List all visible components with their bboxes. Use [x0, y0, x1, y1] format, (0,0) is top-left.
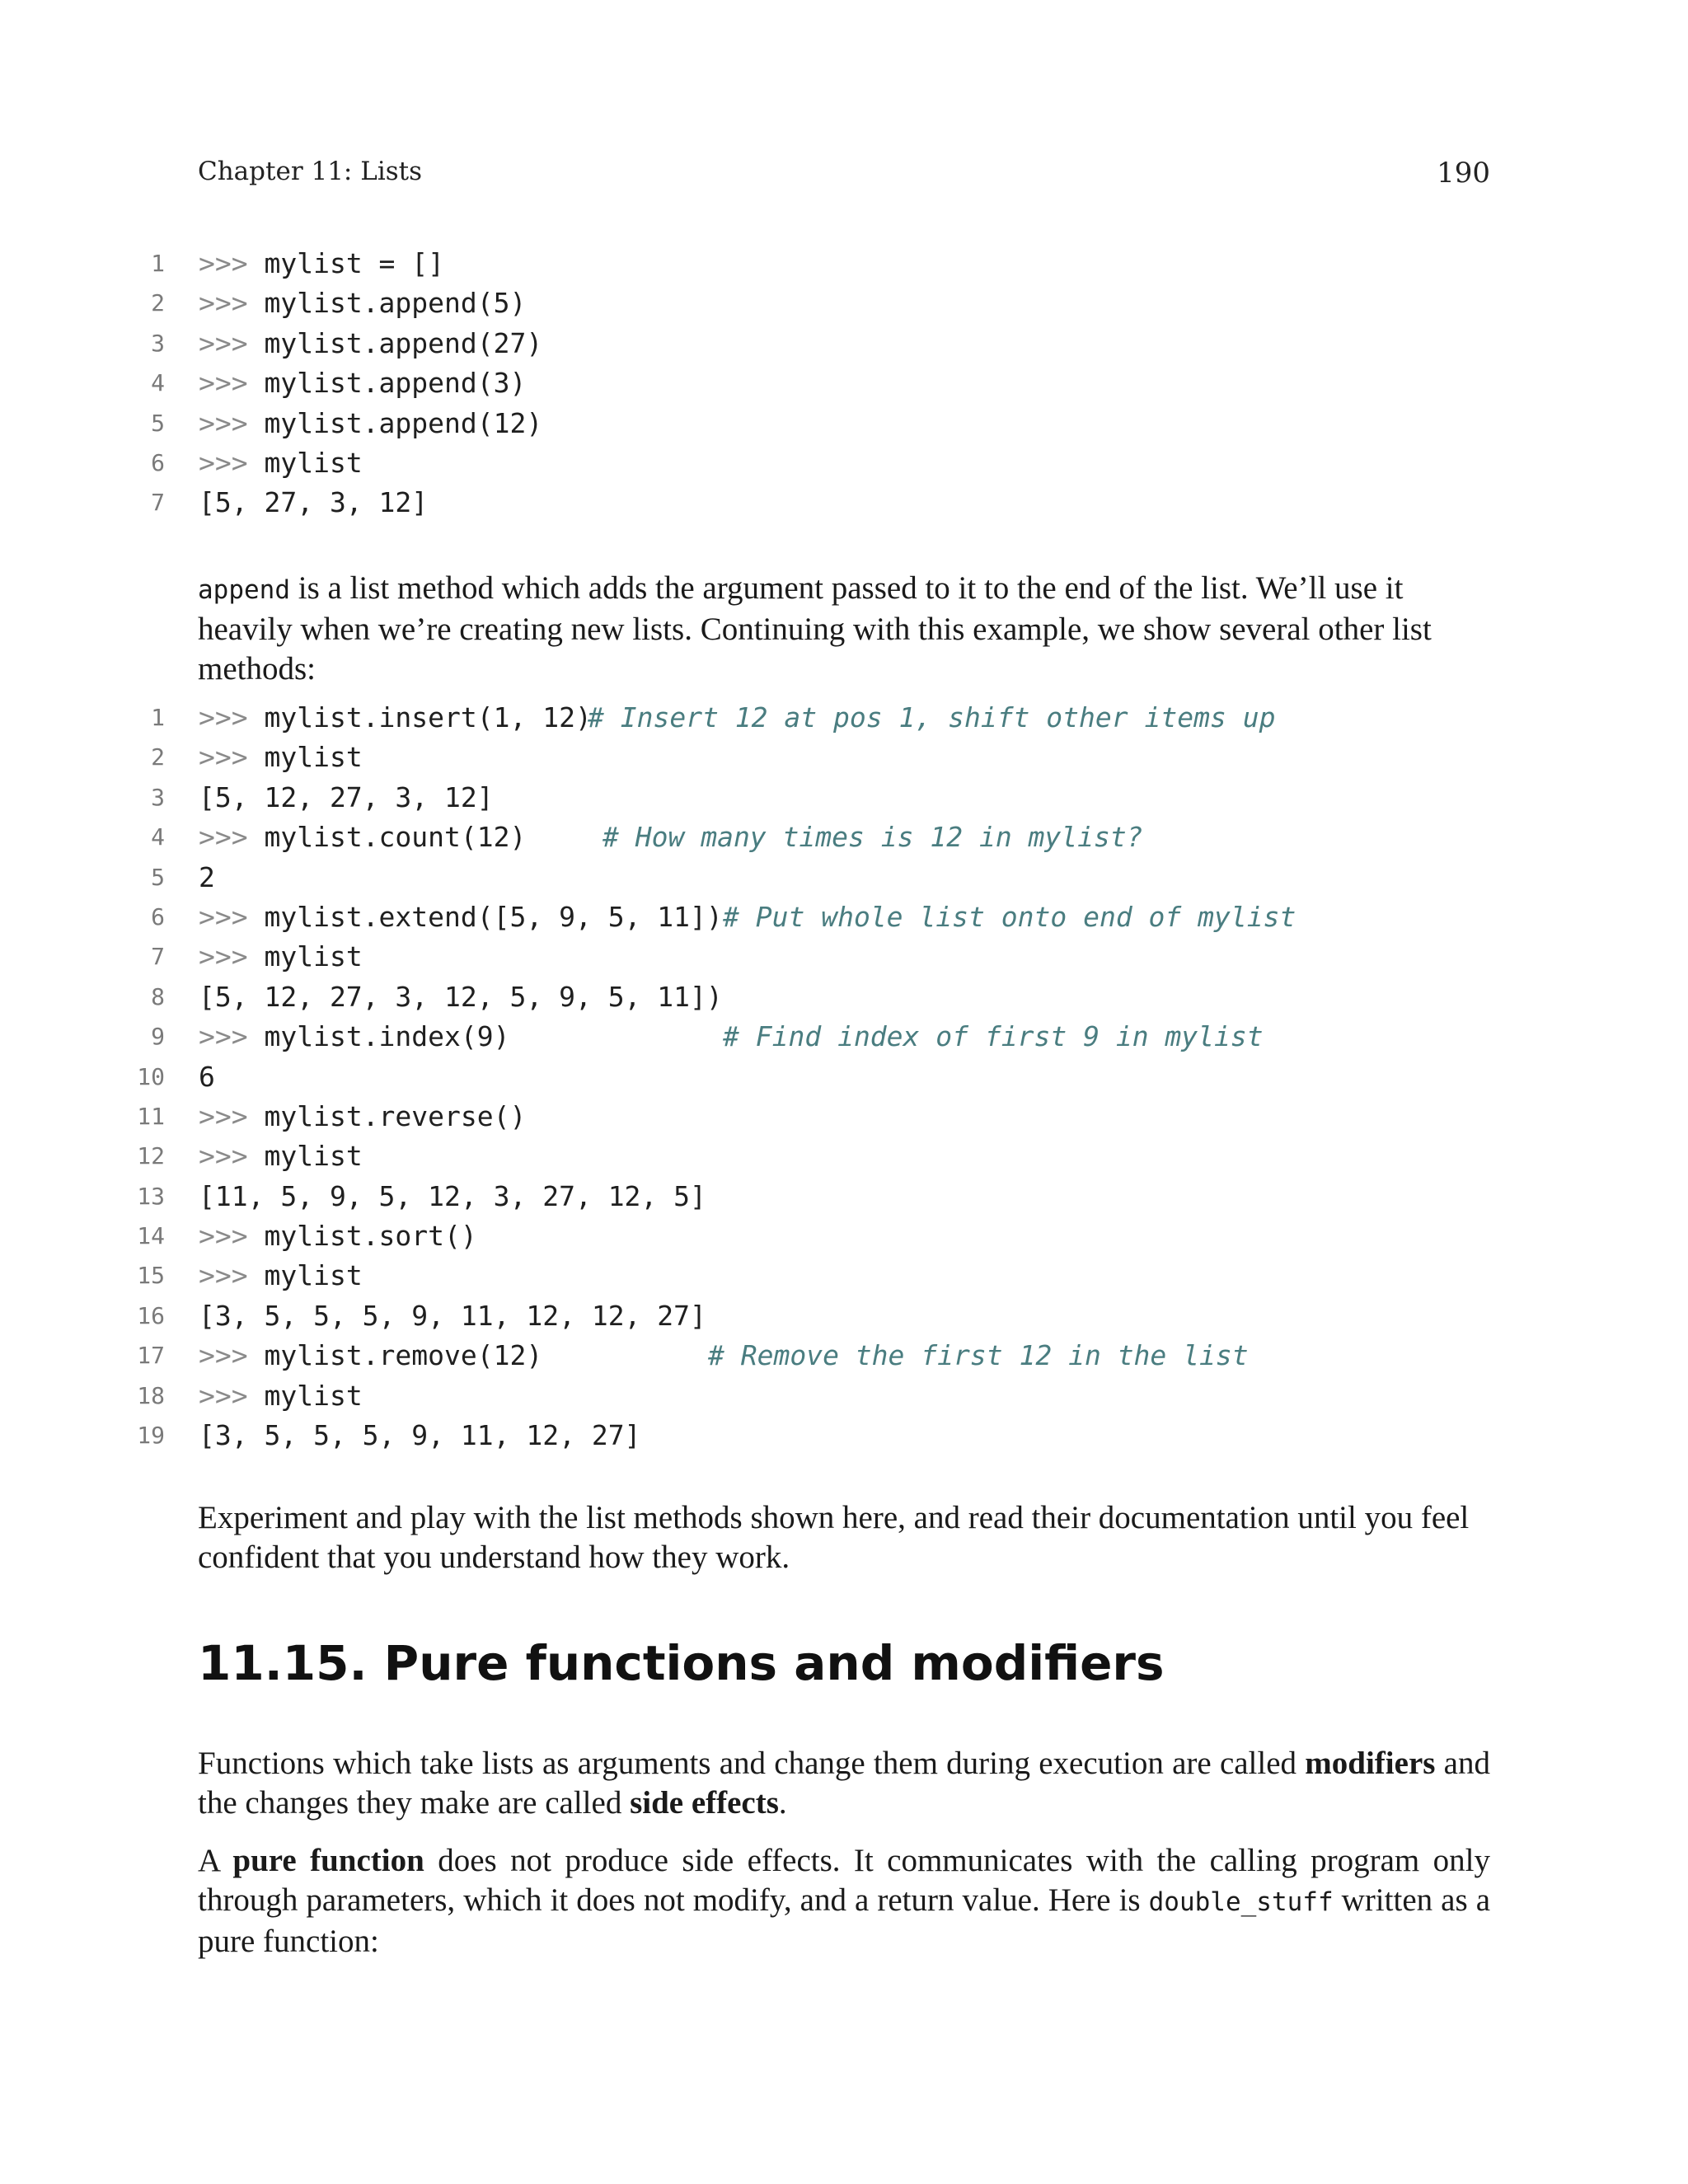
- code-text: [199, 818, 526, 857]
- line-number: 3: [151, 329, 165, 357]
- code-text: [199, 1416, 640, 1455]
- code-line: [0, 1177, 1688, 1216]
- line-number: 8: [151, 982, 165, 1010]
- code-statement: [11, 5, 9, 5, 12, 3, 27, 12, 5]: [199, 1179, 706, 1212]
- line-number: 18: [137, 1381, 165, 1409]
- code-text: [199, 898, 723, 937]
- code-statement: [5, 12, 27, 3, 12]: [199, 780, 494, 813]
- code-statement: mylist: [264, 1140, 363, 1173]
- code-statement: mylist: [264, 741, 363, 774]
- code-line: [0, 1137, 1688, 1176]
- code-statement: mylist.count(12): [264, 821, 527, 854]
- line-number: 4: [151, 369, 165, 397]
- code-text: [199, 1097, 526, 1137]
- code-text: [199, 1336, 542, 1376]
- pure-text-2: does not produce side effects. It communicates with the calling program only through parameters, which it does not modify, and a return value. Here is: [198, 1843, 1490, 1918]
- line-number: 12: [137, 1142, 165, 1170]
- code-statement: [3, 5, 5, 5, 9, 11, 12, 27]: [199, 1419, 641, 1452]
- code-line: [0, 1057, 1688, 1097]
- code-text: [199, 363, 526, 403]
- line-number: 5: [151, 409, 165, 437]
- repl-prompt: >>>: [199, 1379, 265, 1412]
- line-number: 16: [137, 1301, 165, 1329]
- code-comment: # Insert 12 at pos 1, shift other items up: [588, 701, 1276, 733]
- repl-prompt: >>>: [199, 1020, 265, 1053]
- repl-prompt: >>>: [199, 326, 265, 359]
- code-statement: mylist.append(27): [264, 326, 543, 359]
- code-line: [0, 244, 1688, 284]
- code-text: [199, 698, 592, 738]
- code-text: [199, 1216, 477, 1256]
- code-statement: 6: [199, 1060, 215, 1093]
- line-number: 1: [151, 704, 165, 731]
- code-line: [0, 1216, 1688, 1256]
- line-number: 1: [151, 250, 165, 277]
- code-statement: mylist = []: [264, 247, 445, 279]
- line-number: 2: [151, 743, 165, 771]
- repl-prompt: >>>: [199, 247, 265, 279]
- code-statement: mylist.remove(12): [264, 1339, 543, 1372]
- code-statement: mylist.insert(1, 12): [264, 701, 592, 733]
- repl-prompt: >>>: [199, 1259, 265, 1292]
- line-number: 3: [151, 783, 165, 811]
- code-text: [199, 858, 215, 898]
- code-line: [0, 738, 1688, 777]
- pure-text-1: A: [198, 1843, 233, 1878]
- code-line: [0, 1296, 1688, 1336]
- repl-prompt: >>>: [199, 1220, 265, 1253]
- code-text: [199, 404, 542, 443]
- code-comment: # Find index of first 9 in mylist: [723, 1020, 1264, 1053]
- code-statement: 2: [199, 860, 215, 893]
- repl-prompt: >>>: [199, 406, 265, 439]
- code-text: [199, 324, 542, 363]
- code-line: [0, 977, 1688, 1017]
- pure-text-3: written as a pure function:: [198, 1882, 1491, 1959]
- line-number: 9: [151, 1023, 165, 1051]
- paragraph-modifiers: [198, 1744, 1490, 1823]
- line-number: 19: [137, 1422, 165, 1450]
- code-block-2: [0, 698, 1688, 1455]
- line-number: 6: [151, 448, 165, 476]
- code-text: [199, 1017, 510, 1057]
- section-heading: 11.15. Pure functions and modifiers: [198, 1635, 1165, 1691]
- code-statement: mylist: [264, 446, 363, 479]
- code-text: [199, 738, 363, 777]
- page-header: [198, 157, 1490, 193]
- code-comment: # Remove the first 12 in the list: [708, 1339, 1249, 1372]
- line-number: 6: [151, 902, 165, 930]
- line-number: 4: [151, 823, 165, 851]
- line-number: 7: [151, 489, 165, 517]
- code-statement: mylist: [264, 1259, 363, 1292]
- inline-code-append: append: [198, 575, 290, 605]
- code-statement: mylist.sort(): [264, 1220, 477, 1253]
- line-number: 15: [137, 1262, 165, 1290]
- repl-prompt: >>>: [199, 821, 265, 854]
- line-number: 11: [137, 1102, 165, 1130]
- code-text: [199, 1177, 706, 1216]
- code-line: [0, 1416, 1688, 1455]
- code-text: [199, 937, 363, 977]
- code-text: [199, 977, 723, 1017]
- code-text: [199, 443, 363, 483]
- code-line: [0, 1097, 1688, 1137]
- chapter-title: Chapter 11: Lists: [198, 157, 423, 186]
- code-line: [0, 818, 1688, 857]
- code-line: [0, 1256, 1688, 1296]
- code-text: [199, 778, 494, 818]
- code-statement: mylist: [264, 940, 363, 973]
- page-number: 190: [1437, 157, 1490, 190]
- code-statement: [3, 5, 5, 5, 9, 11, 12, 12, 27]: [199, 1299, 706, 1332]
- paragraph-pure-function: [198, 1841, 1490, 1961]
- code-text: [199, 1057, 215, 1097]
- code-text: [199, 244, 444, 284]
- paragraph-experiment: [198, 1498, 1490, 1577]
- code-text: [199, 1296, 706, 1336]
- code-line: [0, 937, 1688, 977]
- code-statement: [5, 12, 27, 3, 12, 5, 9, 5, 11]): [199, 980, 723, 1013]
- code-line: [0, 1336, 1688, 1376]
- repl-prompt: >>>: [199, 287, 265, 320]
- line-number: 14: [137, 1222, 165, 1250]
- code-line: [0, 483, 1688, 523]
- code-line: [0, 324, 1688, 363]
- code-line: [0, 698, 1688, 738]
- modifiers-text-2: and the changes they make are called: [198, 1746, 1490, 1821]
- code-text: [199, 1137, 363, 1176]
- code-line: [0, 1017, 1688, 1057]
- code-statement: mylist.append(12): [264, 406, 543, 439]
- code-text: [199, 1376, 363, 1416]
- line-number: 17: [137, 1342, 165, 1370]
- paragraph-append-text: is a list method which adds the argument passed to it to the end of the list. We’ll use it heavily when we’re creating new lists. Continuing with this example, we show several other list methods:: [198, 570, 1432, 687]
- repl-prompt: >>>: [199, 1140, 265, 1173]
- code-line: [0, 858, 1688, 898]
- line-number: 2: [151, 289, 165, 317]
- code-statement: mylist.append(3): [264, 367, 527, 400]
- code-comment: # Put whole list onto end of mylist: [723, 900, 1296, 933]
- repl-prompt: >>>: [199, 741, 265, 774]
- repl-prompt: >>>: [199, 940, 265, 973]
- code-line: [0, 778, 1688, 818]
- code-text: [199, 483, 428, 523]
- line-number: 7: [151, 943, 165, 971]
- repl-prompt: >>>: [199, 1339, 265, 1372]
- code-comment: # How many times is 12 in mylist?: [603, 821, 1143, 854]
- repl-prompt: >>>: [199, 1099, 265, 1132]
- code-text: [199, 284, 526, 323]
- code-statement: mylist.reverse(): [264, 1099, 527, 1132]
- line-number: 10: [137, 1062, 165, 1090]
- line-number: 13: [137, 1182, 165, 1210]
- modifiers-text-3: .: [778, 1785, 787, 1821]
- code-statement: mylist.append(5): [264, 287, 527, 320]
- repl-prompt: >>>: [199, 367, 265, 400]
- term-pure-function: pure function: [232, 1843, 424, 1878]
- repl-prompt: >>>: [199, 701, 265, 733]
- code-line: [0, 284, 1688, 323]
- paragraph-experiment-text: Experiment and play with the list methods shown here, and read their documentation until you feel confident that you understand how they work.: [198, 1500, 1470, 1575]
- term-side-effects: side effects: [630, 1785, 779, 1821]
- code-block-1: [0, 244, 1688, 523]
- code-statement: mylist: [264, 1379, 363, 1412]
- term-modifiers: modifiers: [1305, 1746, 1436, 1781]
- line-number: 5: [151, 863, 165, 891]
- paragraph-append: [198, 569, 1490, 689]
- code-line: [0, 1376, 1688, 1416]
- code-statement: [5, 27, 3, 12]: [199, 486, 429, 519]
- repl-prompt: >>>: [199, 900, 265, 933]
- repl-prompt: >>>: [199, 446, 265, 479]
- code-line: [0, 898, 1688, 937]
- code-line: [0, 363, 1688, 403]
- code-text: [199, 1256, 363, 1296]
- code-statement: mylist.extend([5, 9, 5, 11]): [264, 900, 723, 933]
- inline-code-double-stuff: double_stuff: [1148, 1887, 1334, 1917]
- code-line: [0, 404, 1688, 443]
- code-line: [0, 443, 1688, 483]
- modifiers-text-1: Functions which take lists as arguments and change them during execution are called: [198, 1746, 1306, 1781]
- code-statement: mylist.index(9): [264, 1020, 510, 1053]
